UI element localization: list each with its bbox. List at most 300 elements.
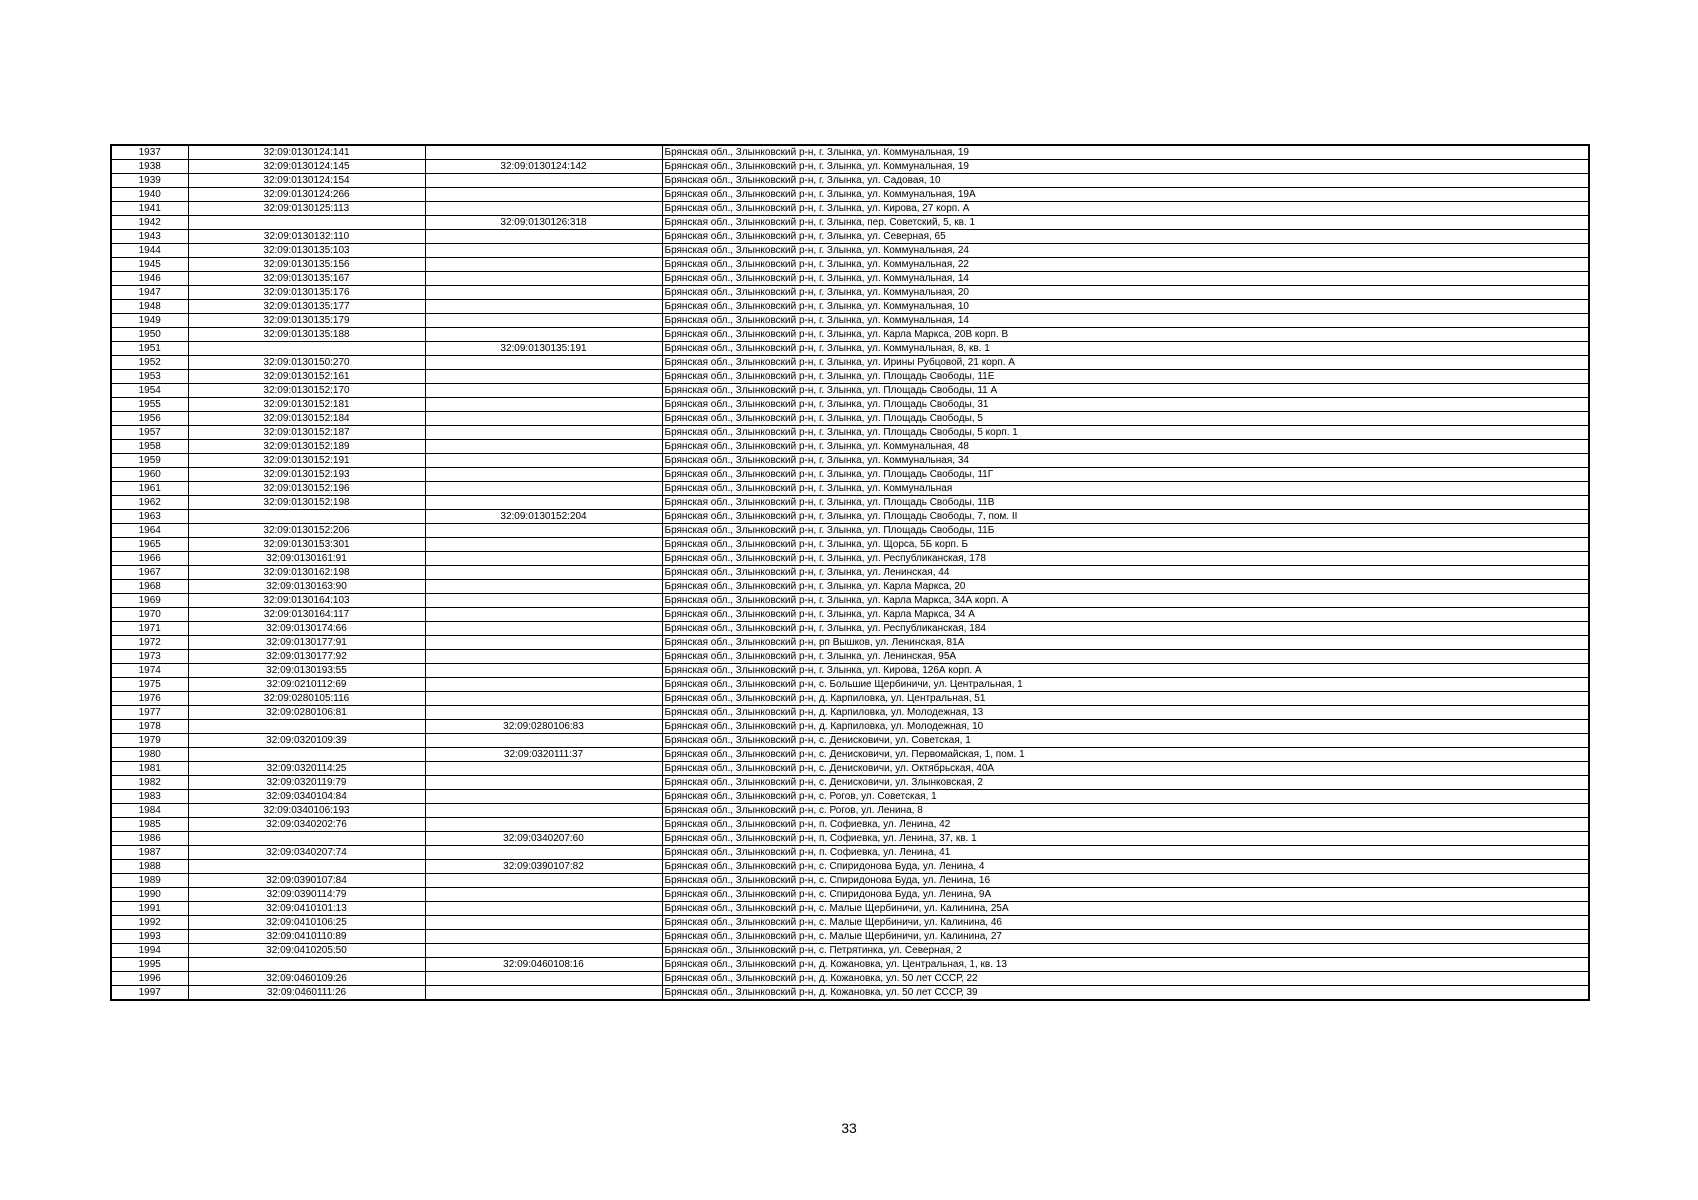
- cadastral-number-cell: 32:09:0130125:113: [188, 202, 425, 216]
- address-cell: Брянская обл., Злынковский р-н, с. Спиридонова Буда, ул. Ленина, 9А: [662, 888, 1589, 902]
- cadastral-number-cell: [188, 510, 425, 524]
- row-number-cell: 1995: [111, 958, 188, 972]
- sub-cadastral-number-cell: [425, 524, 662, 538]
- address-cell: Брянская обл., Злынковский р-н, г. Злынка, ул. Площадь Свободы, 11 А: [662, 384, 1589, 398]
- table-row: [111, 300, 1589, 314]
- row-number-cell: 1979: [111, 734, 188, 748]
- sub-cadastral-number-cell: 32:09:0130135:191: [425, 342, 662, 356]
- address-cell: Брянская обл., Злынковский р-н, г. Злынка, ул. Щорса, 5Б корп. Б: [662, 538, 1589, 552]
- row-number-cell: 1952: [111, 356, 188, 370]
- address-cell: Брянская обл., Злынковский р-н, с. Денисковичи, ул. Октябрьская, 40А: [662, 762, 1589, 776]
- cadastral-number-cell: [188, 860, 425, 874]
- table-row: [111, 342, 1589, 356]
- table-row: [111, 678, 1589, 692]
- cadastral-number-cell: 32:09:0340106:193: [188, 804, 425, 818]
- sub-cadastral-number-cell: [425, 888, 662, 902]
- sub-cadastral-number-cell: 32:09:0130152:204: [425, 510, 662, 524]
- address-cell: Брянская обл., Злынковский р-н, г. Злынка, ул. Коммунальная, 34: [662, 454, 1589, 468]
- cadastral-number-cell: 32:09:0130152:196: [188, 482, 425, 496]
- row-number-cell: 1986: [111, 832, 188, 846]
- table-row: [111, 216, 1589, 230]
- address-cell: Брянская обл., Злынковский р-н, д. Карпиловка, ул. Молодежная, 13: [662, 706, 1589, 720]
- sub-cadastral-number-cell: [425, 412, 662, 426]
- sub-cadastral-number-cell: [425, 608, 662, 622]
- row-number-cell: 1967: [111, 566, 188, 580]
- row-number-cell: 1961: [111, 482, 188, 496]
- address-cell: Брянская обл., Злынковский р-н, п. Софиевка, ул. Ленина, 42: [662, 818, 1589, 832]
- cadastral-number-cell: [188, 342, 425, 356]
- sub-cadastral-number-cell: [425, 258, 662, 272]
- table-row: [111, 902, 1589, 916]
- table-row: [111, 692, 1589, 706]
- sub-cadastral-number-cell: [425, 496, 662, 510]
- sub-cadastral-number-cell: [425, 902, 662, 916]
- page-number: 33: [841, 1120, 857, 1136]
- row-number-cell: 1956: [111, 412, 188, 426]
- sub-cadastral-number-cell: [425, 482, 662, 496]
- table-row: [111, 468, 1589, 482]
- sub-cadastral-number-cell: [425, 930, 662, 944]
- sub-cadastral-number-cell: [425, 538, 662, 552]
- address-cell: Брянская обл., Злынковский р-н, с. Денисковичи, ул. Первомайская, 1, пом. 1: [662, 748, 1589, 762]
- sub-cadastral-number-cell: 32:09:0340207:60: [425, 832, 662, 846]
- cadastral-number-cell: 32:09:0130135:176: [188, 286, 425, 300]
- address-cell: Брянская обл., Злынковский р-н, с. Денисковичи, ул. Советская, 1: [662, 734, 1589, 748]
- row-number-cell: 1944: [111, 244, 188, 258]
- address-cell: Брянская обл., Злынковский р-н, г. Злынка, ул. Площадь Свободы, 11В: [662, 496, 1589, 510]
- row-number-cell: 1946: [111, 272, 188, 286]
- table-row: [111, 972, 1589, 986]
- table-row: [111, 566, 1589, 580]
- address-cell: Брянская обл., Злынковский р-н, с. Большие Щербиничи, ул. Центральная, 1: [662, 678, 1589, 692]
- address-cell: Брянская обл., Злынковский р-н, г. Злынка, ул. Площадь Свободы, 7, пом. II: [662, 510, 1589, 524]
- cadastral-number-cell: 32:09:0130162:198: [188, 566, 425, 580]
- sub-cadastral-number-cell: [425, 734, 662, 748]
- address-cell: Брянская обл., Злынковский р-н, с. Рогов, ул. Советская, 1: [662, 790, 1589, 804]
- table-row: [111, 622, 1589, 636]
- address-cell: Брянская обл., Злынковский р-н, с. Малые Щербиничи, ул. Калинина, 25А: [662, 902, 1589, 916]
- cadastral-number-cell: 32:09:0130152:191: [188, 454, 425, 468]
- sub-cadastral-number-cell: 32:09:0460108:16: [425, 958, 662, 972]
- address-cell: Брянская обл., Злынковский р-н, с. Спиридонова Буда, ул. Ленина, 16: [662, 874, 1589, 888]
- row-number-cell: 1964: [111, 524, 188, 538]
- row-number-cell: 1973: [111, 650, 188, 664]
- sub-cadastral-number-cell: [425, 454, 662, 468]
- cadastral-number-cell: 32:09:0130135:156: [188, 258, 425, 272]
- address-cell: Брянская обл., Злынковский р-н, г. Злынка, ул. Площадь Свободы, 11Е: [662, 370, 1589, 384]
- table-row: [111, 608, 1589, 622]
- table-row: [111, 510, 1589, 524]
- sub-cadastral-number-cell: [425, 468, 662, 482]
- table-row: [111, 748, 1589, 762]
- table-row: [111, 426, 1589, 440]
- sub-cadastral-number-cell: [425, 580, 662, 594]
- cadastral-number-cell: 32:09:0130135:103: [188, 244, 425, 258]
- row-number-cell: 1966: [111, 552, 188, 566]
- cadastral-number-cell: 32:09:0130152:198: [188, 496, 425, 510]
- cadastral-number-cell: 32:09:0130152:206: [188, 524, 425, 538]
- table-row: [111, 734, 1589, 748]
- sub-cadastral-number-cell: [425, 426, 662, 440]
- address-cell: Брянская обл., Злынковский р-н, г. Злынка, ул. Площадь Свободы, 5 корп. 1: [662, 426, 1589, 440]
- sub-cadastral-number-cell: [425, 244, 662, 258]
- sub-cadastral-number-cell: [425, 944, 662, 958]
- cadastral-number-cell: 32:09:0130124:154: [188, 174, 425, 188]
- row-number-cell: 1987: [111, 846, 188, 860]
- row-number-cell: 1963: [111, 510, 188, 524]
- table-row: [111, 664, 1589, 678]
- row-number-cell: 1993: [111, 930, 188, 944]
- row-number-cell: 1965: [111, 538, 188, 552]
- row-number-cell: 1953: [111, 370, 188, 384]
- table-row: [111, 524, 1589, 538]
- sub-cadastral-number-cell: [425, 790, 662, 804]
- cadastral-number-cell: 32:09:0130193:55: [188, 664, 425, 678]
- cadastral-number-cell: 32:09:0130152:189: [188, 440, 425, 454]
- row-number-cell: 1976: [111, 692, 188, 706]
- table-row: [111, 930, 1589, 944]
- sub-cadastral-number-cell: [425, 846, 662, 860]
- sub-cadastral-number-cell: [425, 328, 662, 342]
- cadastral-number-cell: 32:09:0390107:84: [188, 874, 425, 888]
- cadastral-number-cell: 32:09:0340104:84: [188, 790, 425, 804]
- table-row: [111, 552, 1589, 566]
- address-cell: Брянская обл., Злынковский р-н, г. Злынка, ул. Коммунальная, 8, кв. 1: [662, 342, 1589, 356]
- row-number-cell: 1943: [111, 230, 188, 244]
- row-number-cell: 1982: [111, 776, 188, 790]
- cadastral-number-cell: 32:09:0280106:81: [188, 706, 425, 720]
- row-number-cell: 1960: [111, 468, 188, 482]
- row-number-cell: 1997: [111, 986, 188, 1001]
- table-row: [111, 384, 1589, 398]
- cadastral-number-cell: 32:09:0130153:301: [188, 538, 425, 552]
- cadastral-number-cell: 32:09:0340207:74: [188, 846, 425, 860]
- sub-cadastral-number-cell: [425, 972, 662, 986]
- cadastral-number-cell: [188, 748, 425, 762]
- cadastral-number-cell: 32:09:0130174:66: [188, 622, 425, 636]
- cadastral-number-cell: 32:09:0410106:25: [188, 916, 425, 930]
- cadastral-number-cell: 32:09:0130124:145: [188, 160, 425, 174]
- table-row: [111, 874, 1589, 888]
- table-row: [111, 916, 1589, 930]
- sub-cadastral-number-cell: [425, 552, 662, 566]
- row-number-cell: 1968: [111, 580, 188, 594]
- address-cell: Брянская обл., Злынковский р-н, г. Злынка, ул. Карла Маркса, 34 А: [662, 608, 1589, 622]
- row-number-cell: 1949: [111, 314, 188, 328]
- address-cell: Брянская обл., Злынковский р-н, г. Злынка, ул. Площадь Свободы, 31: [662, 398, 1589, 412]
- cadastral-number-cell: 32:09:0130124:141: [188, 145, 425, 160]
- table-row: [111, 202, 1589, 216]
- address-cell: Брянская обл., Злынковский р-н, г. Злынка, ул. Республиканская, 184: [662, 622, 1589, 636]
- cadastral-number-cell: 32:09:0130177:91: [188, 636, 425, 650]
- address-cell: Брянская обл., Злынковский р-н, г. Злынка, ул. Республиканская, 178: [662, 552, 1589, 566]
- row-number-cell: 1939: [111, 174, 188, 188]
- table-row: [111, 244, 1589, 258]
- address-cell: Брянская обл., Злынковский р-н, г. Злынка, ул. Кирова, 27 корп. А: [662, 202, 1589, 216]
- sub-cadastral-number-cell: [425, 776, 662, 790]
- address-cell: Брянская обл., Злынковский р-н, д. Карпиловка, ул. Центральная, 51: [662, 692, 1589, 706]
- address-cell: Брянская обл., Злынковский р-н, г. Злынка, ул. Коммунальная, 48: [662, 440, 1589, 454]
- table-row: [111, 370, 1589, 384]
- cadastral-number-cell: 32:09:0130163:90: [188, 580, 425, 594]
- row-number-cell: 1992: [111, 916, 188, 930]
- address-cell: Брянская обл., Злынковский р-н, г. Злынка, ул. Карла Маркса, 20: [662, 580, 1589, 594]
- sub-cadastral-number-cell: 32:09:0390107:82: [425, 860, 662, 874]
- address-cell: Брянская обл., Злынковский р-н, с. Спиридонова Буда, ул. Ленина, 4: [662, 860, 1589, 874]
- cadastral-number-cell: 32:09:0130135:177: [188, 300, 425, 314]
- address-cell: Брянская обл., Злынковский р-н, г. Злынка, ул. Ирины Рубцовой, 21 корп. А: [662, 356, 1589, 370]
- cadastral-number-cell: 32:09:0320119:79: [188, 776, 425, 790]
- row-number-cell: 1941: [111, 202, 188, 216]
- sub-cadastral-number-cell: [425, 874, 662, 888]
- cadastral-number-cell: 32:09:0410110:89: [188, 930, 425, 944]
- address-cell: Брянская обл., Злынковский р-н, п. Софиевка, ул. Ленина, 37, кв. 1: [662, 832, 1589, 846]
- address-cell: Брянская обл., Злынковский р-н, г. Злынка, ул. Коммунальная, 19: [662, 160, 1589, 174]
- row-number-cell: 1989: [111, 874, 188, 888]
- address-cell: Брянская обл., Злынковский р-н, с. Малые Щербиничи, ул. Калинина, 27: [662, 930, 1589, 944]
- table-row: [111, 188, 1589, 202]
- table-row: [111, 762, 1589, 776]
- sub-cadastral-number-cell: [425, 762, 662, 776]
- row-number-cell: 1959: [111, 454, 188, 468]
- cadastral-number-cell: 32:09:0130124:266: [188, 188, 425, 202]
- address-cell: Брянская обл., Злынковский р-н, г. Злынка, ул. Коммунальная: [662, 482, 1589, 496]
- table-row: [111, 594, 1589, 608]
- table-row: [111, 412, 1589, 426]
- cadastral-number-cell: 32:09:0130152:193: [188, 468, 425, 482]
- row-number-cell: 1980: [111, 748, 188, 762]
- cadastral-number-cell: [188, 832, 425, 846]
- row-number-cell: 1984: [111, 804, 188, 818]
- row-number-cell: 1983: [111, 790, 188, 804]
- sub-cadastral-number-cell: 32:09:0130124:142: [425, 160, 662, 174]
- property-register-table: [110, 144, 1590, 1001]
- address-cell: Брянская обл., Злынковский р-н, г. Злынка, ул. Коммунальная, 22: [662, 258, 1589, 272]
- sub-cadastral-number-cell: [425, 692, 662, 706]
- address-cell: Брянская обл., Злынковский р-н, г. Злынка, ул. Коммунальная, 24: [662, 244, 1589, 258]
- table-row: [111, 328, 1589, 342]
- row-number-cell: 1996: [111, 972, 188, 986]
- sub-cadastral-number-cell: 32:09:0320111:37: [425, 748, 662, 762]
- cadastral-number-cell: 32:09:0130135:167: [188, 272, 425, 286]
- address-cell: Брянская обл., Злынковский р-н, д. Кожановка, ул. Центральная, 1, кв. 13: [662, 958, 1589, 972]
- address-cell: Брянская обл., Злынковский р-н, д. Кожановка, ул. 50 лет СССР, 22: [662, 972, 1589, 986]
- address-cell: Брянская обл., Злынковский р-н, г. Злынка, ул. Садовая, 10: [662, 174, 1589, 188]
- sub-cadastral-number-cell: [425, 566, 662, 580]
- row-number-cell: 1974: [111, 664, 188, 678]
- sub-cadastral-number-cell: [425, 622, 662, 636]
- cadastral-number-cell: 32:09:0410205:50: [188, 944, 425, 958]
- address-cell: Брянская обл., Злынковский р-н, п. Софиевка, ул. Ленина, 41: [662, 846, 1589, 860]
- cadastral-number-cell: 32:09:0340202:76: [188, 818, 425, 832]
- address-cell: Брянская обл., Злынковский р-н, г. Злынка, ул. Коммунальная, 14: [662, 314, 1589, 328]
- cadastral-number-cell: 32:09:0130152:170: [188, 384, 425, 398]
- row-number-cell: 1977: [111, 706, 188, 720]
- cadastral-number-cell: [188, 720, 425, 734]
- address-cell: Брянская обл., Злынковский р-н, г. Злынка, ул. Карла Маркса, 20В корп. В: [662, 328, 1589, 342]
- cadastral-number-cell: 32:09:0130152:161: [188, 370, 425, 384]
- cadastral-number-cell: [188, 958, 425, 972]
- address-cell: Брянская обл., Злынковский р-н, г. Злынка, ул. Коммунальная, 10: [662, 300, 1589, 314]
- table-row: [111, 846, 1589, 860]
- table-row: [111, 272, 1589, 286]
- table-row: [111, 440, 1589, 454]
- sub-cadastral-number-cell: [425, 202, 662, 216]
- sub-cadastral-number-cell: [425, 678, 662, 692]
- table-row: [111, 398, 1589, 412]
- row-number-cell: 1937: [111, 145, 188, 160]
- cadastral-number-cell: 32:09:0280105:116: [188, 692, 425, 706]
- sub-cadastral-number-cell: [425, 818, 662, 832]
- table-row: [111, 958, 1589, 972]
- row-number-cell: 1972: [111, 636, 188, 650]
- address-cell: Брянская обл., Злынковский р-н, с. Малые Щербиничи, ул. Калинина, 46: [662, 916, 1589, 930]
- cadastral-number-cell: 32:09:0130152:187: [188, 426, 425, 440]
- row-number-cell: 1981: [111, 762, 188, 776]
- table-row: [111, 818, 1589, 832]
- cadastral-number-cell: 32:09:0320109:39: [188, 734, 425, 748]
- table-row: [111, 580, 1589, 594]
- sub-cadastral-number-cell: [425, 804, 662, 818]
- cadastral-number-cell: 32:09:0320114:25: [188, 762, 425, 776]
- address-cell: Брянская обл., Злынковский р-н, г. Злынка, ул. Площадь Свободы, 11Г: [662, 468, 1589, 482]
- table-row: [111, 174, 1589, 188]
- sub-cadastral-number-cell: [425, 188, 662, 202]
- sub-cadastral-number-cell: [425, 356, 662, 370]
- sub-cadastral-number-cell: 32:09:0280106:83: [425, 720, 662, 734]
- address-cell: Брянская обл., Злынковский р-н, с. Денисковичи, ул. Злынковская, 2: [662, 776, 1589, 790]
- cadastral-number-cell: 32:09:0460109:26: [188, 972, 425, 986]
- row-number-cell: 1991: [111, 902, 188, 916]
- row-number-cell: 1985: [111, 818, 188, 832]
- sub-cadastral-number-cell: [425, 440, 662, 454]
- table-row: [111, 482, 1589, 496]
- address-cell: Брянская обл., Злынковский р-н, с. Петрятинка, ул. Северная, 2: [662, 944, 1589, 958]
- table-row: [111, 314, 1589, 328]
- sub-cadastral-number-cell: [425, 230, 662, 244]
- row-number-cell: 1994: [111, 944, 188, 958]
- row-number-cell: 1962: [111, 496, 188, 510]
- table-row: [111, 860, 1589, 874]
- sub-cadastral-number-cell: [425, 384, 662, 398]
- row-number-cell: 1954: [111, 384, 188, 398]
- sub-cadastral-number-cell: [425, 594, 662, 608]
- table-row: [111, 496, 1589, 510]
- address-cell: Брянская обл., Злынковский р-н, г. Злынка, ул. Ленинская, 44: [662, 566, 1589, 580]
- row-number-cell: 1969: [111, 594, 188, 608]
- address-cell: Брянская обл., Злынковский р-н, г. Злынка, ул. Площадь Свободы, 11Б: [662, 524, 1589, 538]
- row-number-cell: 1970: [111, 608, 188, 622]
- table-row: [111, 145, 1589, 160]
- row-number-cell: 1950: [111, 328, 188, 342]
- address-cell: Брянская обл., Злынковский р-н, г. Злынка, ул. Коммунальная, 19: [662, 145, 1589, 160]
- row-number-cell: 1955: [111, 398, 188, 412]
- table-row: [111, 804, 1589, 818]
- table-row: [111, 636, 1589, 650]
- table-row: [111, 888, 1589, 902]
- register-table-body: [111, 145, 1589, 1000]
- sub-cadastral-number-cell: [425, 145, 662, 160]
- row-number-cell: 1940: [111, 188, 188, 202]
- table-row: [111, 944, 1589, 958]
- address-cell: Брянская обл., Злынковский р-н, г. Злынка, ул. Ленинская, 95А: [662, 650, 1589, 664]
- row-number-cell: 1990: [111, 888, 188, 902]
- cadastral-number-cell: 32:09:0410101:13: [188, 902, 425, 916]
- table-row: [111, 776, 1589, 790]
- sub-cadastral-number-cell: [425, 300, 662, 314]
- sub-cadastral-number-cell: [425, 706, 662, 720]
- address-cell: Брянская обл., Злынковский р-н, г. Злынка, ул. Коммунальная, 14: [662, 272, 1589, 286]
- sub-cadastral-number-cell: [425, 272, 662, 286]
- sub-cadastral-number-cell: [425, 916, 662, 930]
- cadastral-number-cell: 32:09:0130152:184: [188, 412, 425, 426]
- row-number-cell: 1988: [111, 860, 188, 874]
- cadastral-number-cell: 32:09:0130135:188: [188, 328, 425, 342]
- row-number-cell: 1971: [111, 622, 188, 636]
- sub-cadastral-number-cell: 32:09:0130126:318: [425, 216, 662, 230]
- row-number-cell: 1958: [111, 440, 188, 454]
- table-row: [111, 356, 1589, 370]
- table-row: [111, 160, 1589, 174]
- sub-cadastral-number-cell: [425, 986, 662, 1001]
- row-number-cell: 1938: [111, 160, 188, 174]
- table-row: [111, 706, 1589, 720]
- address-cell: Брянская обл., Злынковский р-н, г. Злынка, ул. Коммунальная, 19А: [662, 188, 1589, 202]
- address-cell: Брянская обл., Злынковский р-н, с. Рогов, ул. Ленина, 8: [662, 804, 1589, 818]
- cadastral-number-cell: 32:09:0130150:270: [188, 356, 425, 370]
- cadastral-number-cell: 32:09:0210112:69: [188, 678, 425, 692]
- cadastral-number-cell: 32:09:0130164:103: [188, 594, 425, 608]
- table-row: [111, 286, 1589, 300]
- table-row: [111, 986, 1589, 1001]
- address-cell: Брянская обл., Злынковский р-н, г. Злынка, ул. Карла Маркса, 34А корп. А: [662, 594, 1589, 608]
- row-number-cell: 1951: [111, 342, 188, 356]
- cadastral-number-cell: 32:09:0130161:91: [188, 552, 425, 566]
- cadastral-number-cell: 32:09:0130132:110: [188, 230, 425, 244]
- sub-cadastral-number-cell: [425, 370, 662, 384]
- address-cell: Брянская обл., Злынковский р-н, рп Вышков, ул. Ленинская, 81А: [662, 636, 1589, 650]
- table-row: [111, 720, 1589, 734]
- sub-cadastral-number-cell: [425, 286, 662, 300]
- table-row: [111, 790, 1589, 804]
- table-row: [111, 650, 1589, 664]
- sub-cadastral-number-cell: [425, 314, 662, 328]
- cadastral-number-cell: 32:09:0130177:92: [188, 650, 425, 664]
- row-number-cell: 1978: [111, 720, 188, 734]
- cadastral-number-cell: [188, 216, 425, 230]
- sub-cadastral-number-cell: [425, 650, 662, 664]
- cadastral-number-cell: 32:09:0130164:117: [188, 608, 425, 622]
- address-cell: Брянская обл., Злынковский р-н, г. Злынка, ул. Северная, 65: [662, 230, 1589, 244]
- table-row: [111, 258, 1589, 272]
- row-number-cell: 1948: [111, 300, 188, 314]
- table-row: [111, 832, 1589, 846]
- address-cell: Брянская обл., Злынковский р-н, г. Злынка, ул. Площадь Свободы, 5: [662, 412, 1589, 426]
- address-cell: Брянская обл., Злынковский р-н, д. Карпиловка, ул. Молодежная, 10: [662, 720, 1589, 734]
- table-row: [111, 230, 1589, 244]
- table-row: [111, 538, 1589, 552]
- row-number-cell: 1947: [111, 286, 188, 300]
- cadastral-number-cell: 32:09:0460111:26: [188, 986, 425, 1001]
- cadastral-number-cell: 32:09:0130135:179: [188, 314, 425, 328]
- address-cell: Брянская обл., Злынковский р-н, г. Злынка, ул. Кирова, 126А корп. А: [662, 664, 1589, 678]
- cadastral-number-cell: 32:09:0130152:181: [188, 398, 425, 412]
- sub-cadastral-number-cell: [425, 174, 662, 188]
- address-cell: Брянская обл., Злынковский р-н, г. Злынка, ул. Коммунальная, 20: [662, 286, 1589, 300]
- row-number-cell: 1942: [111, 216, 188, 230]
- row-number-cell: 1945: [111, 258, 188, 272]
- row-number-cell: 1975: [111, 678, 188, 692]
